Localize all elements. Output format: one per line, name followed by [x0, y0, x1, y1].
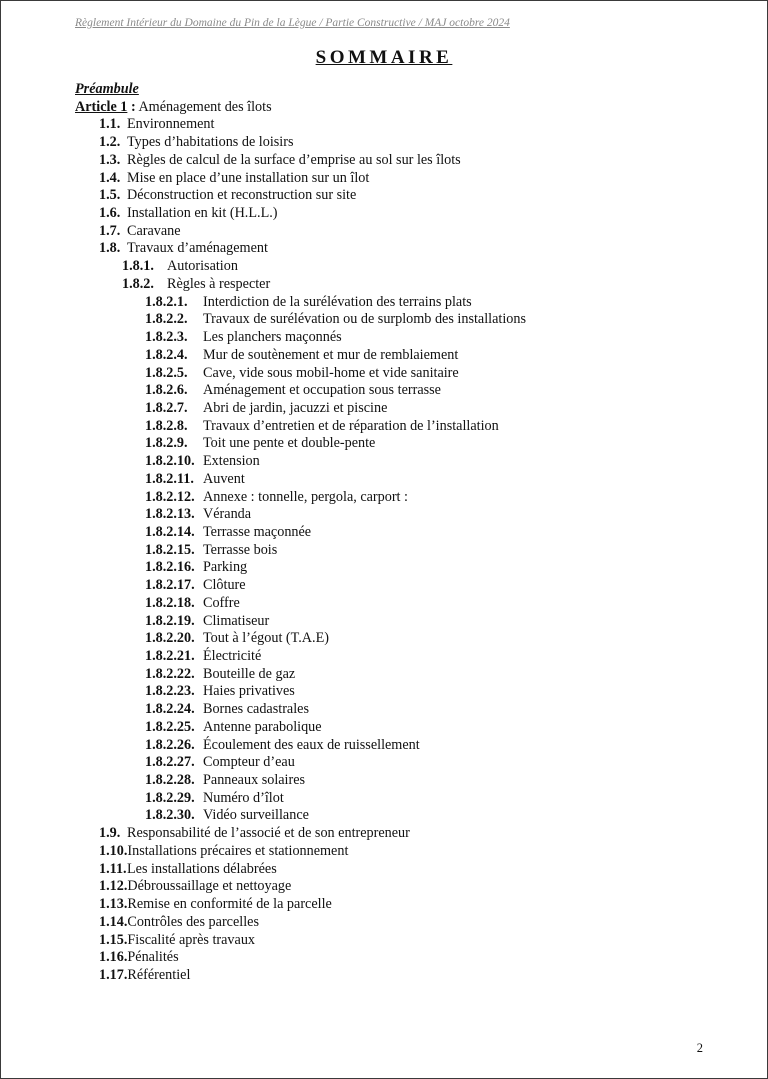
toc-entry-number: 1.8.2.14.	[145, 523, 195, 540]
toc-entry	[75, 559, 526, 577]
toc-entry-number: 1.8.2.6.	[145, 382, 188, 399]
toc-entry-number: 1.8.2.21.	[145, 648, 195, 664]
toc-entry-number: 1.4.	[99, 169, 121, 186]
toc-entry-number: 1.8.2.25.	[145, 718, 195, 735]
toc-entry-label: Les planchers maçonnés	[203, 329, 342, 346]
toc-entry-number: 1.8.2.18.	[145, 594, 195, 611]
toc-entry	[75, 914, 526, 932]
toc-entry-number: 1.8.2.24.	[145, 701, 195, 718]
toc-entry-number: 1.8.2.23.	[145, 683, 195, 700]
article-number: Article 1	[75, 98, 128, 115]
toc-entry	[75, 170, 526, 188]
toc-entry-number: 1.7.	[99, 222, 121, 239]
toc-entry-label: Bouteille de gaz	[203, 665, 296, 682]
article-label: Aménagement des îlots	[138, 98, 272, 115]
toc-entry-label: Toit une pente et double-pente	[203, 435, 376, 452]
toc-entry-label: Débroussaillage et nettoyage	[127, 878, 292, 895]
toc-entry-number: 1.8.2.27.	[145, 754, 195, 771]
toc-entry	[75, 542, 526, 560]
toc-entry-label: Panneaux solaires	[203, 772, 306, 789]
toc-entry	[75, 489, 526, 507]
toc-entry-label: Bornes cadastrales	[203, 701, 309, 718]
toc-entry	[75, 666, 526, 684]
toc-entry	[75, 630, 526, 648]
toc-entry	[75, 790, 526, 808]
toc-entry-number: 1.5.	[99, 187, 121, 204]
toc-entry-label: Climatiseur	[203, 612, 270, 629]
toc-entry	[75, 116, 526, 134]
toc-entry-number: 1.16.	[99, 949, 128, 966]
toc-entry	[75, 949, 526, 967]
toc-entry-number: 1.8.1.	[122, 258, 154, 275]
toc-entry-label: Compteur d’eau	[203, 754, 295, 771]
toc-entry-label: Travaux d’aménagement	[127, 240, 268, 257]
toc-entry-label: Référentiel	[127, 966, 191, 983]
toc-entry-number: 1.8.2.1.	[145, 293, 188, 310]
toc-entry	[75, 453, 526, 471]
toc-entry-label: Contrôles des parcelles	[127, 913, 259, 930]
toc-entry	[75, 435, 526, 453]
toc-entry-label: Cave, vide sous mobil-home et vide sanitaire	[203, 364, 459, 381]
toc-entry	[75, 223, 526, 241]
toc-entry	[75, 205, 526, 223]
toc-entry-label: Antenne parabolique	[203, 718, 322, 735]
toc-entry-number: 1.12.	[99, 878, 128, 895]
toc-entry	[75, 861, 526, 879]
toc-entry	[75, 807, 526, 825]
toc-entry-label: Parking	[203, 559, 248, 576]
toc-entry	[75, 294, 526, 312]
toc-entry	[75, 187, 526, 205]
toc-entry-number: 1.6.	[99, 205, 121, 222]
toc-entry	[75, 967, 526, 985]
toc-entry	[75, 134, 526, 152]
table-of-contents	[75, 81, 526, 985]
toc-entry-number: 1.8.2.26.	[145, 736, 195, 753]
toc-preamble	[75, 81, 526, 99]
toc-entry	[75, 276, 526, 294]
toc-entry-number: 1.8.2.4.	[145, 346, 188, 363]
toc-entry-label: Coffre	[203, 594, 240, 611]
toc-entry-number: 1.8.2.10.	[145, 453, 195, 470]
toc-entry-label: Aménagement et occupation sous terrasse	[203, 382, 441, 399]
toc-entry-number: 1.8.2.29.	[145, 789, 195, 806]
toc-entry	[75, 772, 526, 790]
toc-entry	[75, 240, 526, 258]
toc-entry	[75, 400, 526, 418]
toc-entry	[75, 595, 526, 613]
toc-entry-label: Remise en conformité de la parcelle	[127, 896, 332, 913]
toc-entry	[75, 418, 526, 436]
toc-entry-label: Écoulement des eaux de ruissellement	[203, 736, 420, 753]
toc-entry	[75, 843, 526, 861]
toc-entry-label: Interdiction de la surélévation des terrains plats	[203, 293, 472, 310]
toc-entry-label: Pénalités	[127, 949, 179, 966]
page-title: SOMMAIRE	[315, 47, 453, 68]
toc-entry	[75, 825, 526, 843]
toc-entry-number: 1.8.2.19.	[145, 612, 195, 629]
toc-entry-number: 1.8.2.3.	[145, 329, 188, 346]
toc-entry-label: Autorisation	[167, 258, 238, 275]
toc-entry	[75, 754, 526, 772]
toc-entry-number: 1.8.2.16.	[145, 559, 195, 576]
toc-entry-label: Les installations délabrées	[127, 860, 277, 877]
toc-entry-number: 1.9.	[99, 825, 121, 842]
toc-entry	[75, 683, 526, 701]
toc-entry	[75, 577, 526, 595]
toc-entry-number: 1.8.2.28.	[145, 772, 195, 789]
toc-entry-label: Environnement	[127, 116, 215, 133]
toc-entry-label: Installations précaires et stationnement	[127, 842, 349, 859]
toc-entry	[75, 329, 526, 347]
toc-entry	[75, 311, 526, 329]
toc-entry	[75, 347, 526, 365]
toc-entry	[75, 878, 526, 896]
toc-entry-number: 1.17.	[99, 966, 128, 983]
toc-entry	[75, 152, 526, 170]
running-header: Règlement Intérieur du Domaine du Pin de la Lègue / Partie Constructive / MAJ octobre 2024	[75, 17, 510, 29]
toc-entry-label: Responsabilité de l’associé et de son entrepreneur	[127, 825, 410, 842]
toc-entry-label: Travaux de surélévation ou de surplomb des installations	[203, 311, 526, 328]
toc-entry-number: 1.14.	[99, 913, 128, 930]
toc-entry-number: 1.8.2.13.	[145, 506, 195, 523]
toc-entry-label: Fiscalité après travaux	[127, 931, 256, 948]
toc-entry-number: 1.8.2.5.	[145, 364, 188, 381]
toc-entry	[75, 932, 526, 950]
toc-entry-label: Caravane	[127, 222, 181, 239]
toc-entry-label: Extension	[203, 453, 260, 470]
toc-entry-label: Installation en kit (H.L.L.)	[127, 205, 278, 222]
toc-entry	[75, 613, 526, 631]
toc-entry-label: Types d’habitations de loisirs	[127, 134, 294, 151]
toc-entry-label: Terrasse maçonnée	[203, 523, 312, 540]
toc-entry-label: Vidéo surveillance	[203, 807, 309, 824]
toc-entry	[75, 506, 526, 524]
toc-entry-number: 1.8.2.20.	[145, 630, 195, 647]
toc-entry-number: 1.10.	[99, 842, 128, 859]
article-separator: :	[127, 98, 136, 115]
toc-entry-label: Tout à l’égout (T.A.E)	[203, 630, 329, 647]
toc-article-1	[75, 99, 526, 117]
toc-entry-number: 1.8.2.7.	[145, 399, 188, 416]
toc-entry-label: Mur de soutènement et mur de remblaiement	[203, 346, 459, 363]
toc-entry-label: Règles à respecter	[167, 275, 271, 292]
toc-entry-label: Électricité	[203, 648, 262, 664]
toc-entry-number: 1.8.2.8.	[145, 417, 188, 434]
page-number: 2	[696, 1041, 703, 1055]
toc-entry	[75, 719, 526, 737]
toc-entry-label: Déconstruction et reconstruction sur site	[127, 187, 357, 204]
toc-entry-number: 1.8.2.9.	[145, 435, 188, 452]
toc-entry-number: 1.1.	[99, 116, 121, 133]
toc-entry-label: Travaux d’entretien et de réparation de l’installation	[203, 417, 499, 434]
toc-entry-number: 1.8.2.12.	[145, 488, 195, 505]
toc-entry-number: 1.13.	[99, 896, 128, 913]
toc-entry-number: 1.8.2.17.	[145, 577, 195, 594]
toc-entry	[75, 365, 526, 383]
toc-entry-number: 1.8.2.11.	[145, 470, 194, 487]
toc-entry	[75, 701, 526, 719]
toc-entry-number: 1.8.	[99, 240, 121, 257]
toc-entry-number: 1.8.2.2.	[145, 311, 188, 328]
toc-entry-label: Règles de calcul de la surface d’emprise au sol sur les îlots	[127, 151, 461, 168]
toc-entry-number: 1.2.	[99, 134, 121, 151]
toc-entry-label: Clôture	[203, 577, 246, 594]
toc-entry	[75, 896, 526, 914]
toc-entry	[75, 648, 526, 666]
toc-entry-label: Mise en place d’une installation sur un îlot	[127, 169, 370, 186]
toc-entry-number: 1.8.2.30.	[145, 807, 195, 824]
toc-entry-number: 1.15.	[99, 931, 128, 948]
toc-entry-label: Terrasse bois	[203, 541, 278, 558]
toc-entry-number: 1.8.2.	[122, 275, 154, 292]
toc-entry-label: Abri de jardin, jacuzzi et piscine	[203, 399, 388, 416]
toc-entry-number: 1.11.	[99, 860, 127, 877]
toc-entry	[75, 258, 526, 276]
toc-entry	[75, 524, 526, 542]
toc-entry-label: Annexe : tonnelle, pergola, carport :	[203, 488, 408, 505]
toc-entry-label: Auvent	[203, 470, 245, 487]
toc-entry-number: 1.3.	[99, 151, 121, 168]
toc-entry	[75, 737, 526, 755]
toc-entry-number: 1.8.2.15.	[145, 541, 195, 558]
preamble-heading: Préambule	[75, 81, 139, 97]
toc-entry-number: 1.8.2.22.	[145, 665, 195, 682]
toc-entry	[75, 471, 526, 489]
toc-entry	[75, 382, 526, 400]
toc-entry-label: Numéro d’îlot	[203, 789, 284, 806]
toc-entry-label: Véranda	[203, 506, 252, 523]
toc-entry-label: Haies privatives	[203, 683, 295, 700]
